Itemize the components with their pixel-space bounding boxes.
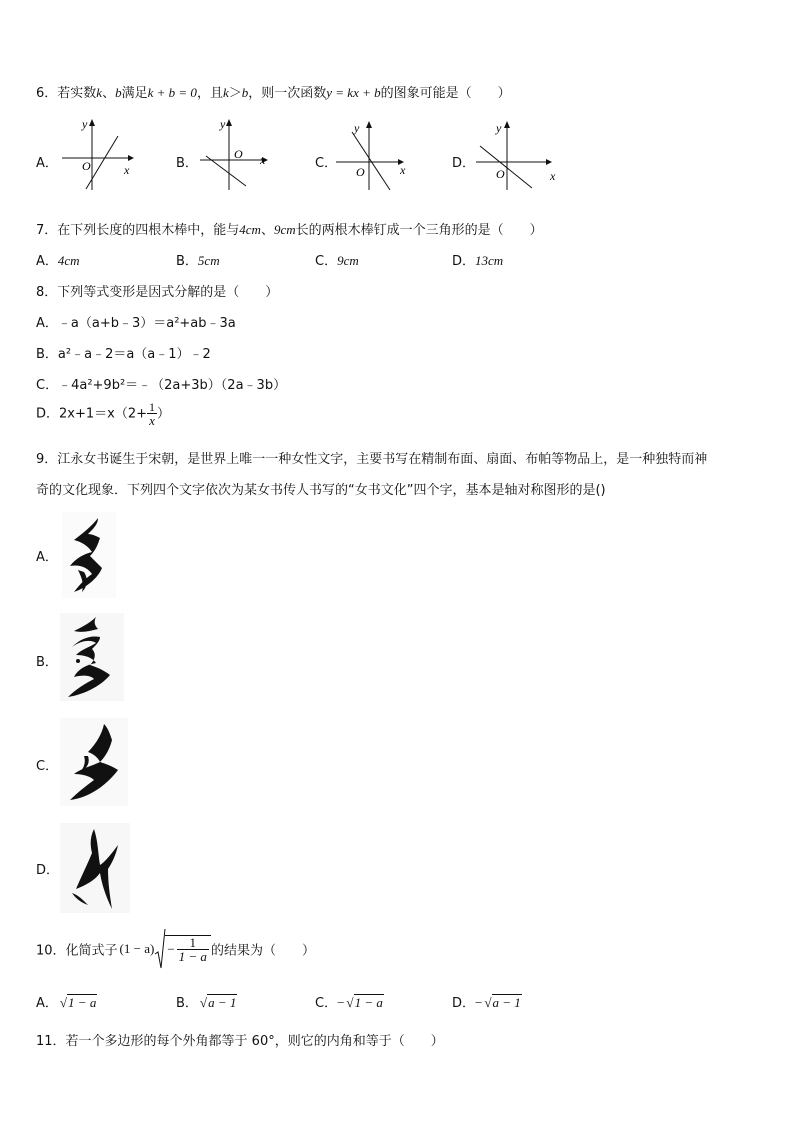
q6-option-d-graph[interactable] (474, 116, 564, 194)
q9-option-b-label[interactable]: B． (36, 655, 58, 670)
q6-option-a-label[interactable]: A． (36, 156, 58, 171)
q11-stem: 11．若一个多边形的每个外角都等于 60°，则它的内角和等于（ ） (36, 1034, 444, 1049)
svg-text:y: y (496, 121, 502, 135)
q6-option-b-label[interactable]: B． (176, 156, 198, 171)
q9-stem-line-1: 9．江永女书诞生于宋朝，是世界上唯一一种女性文字，主要书写在精制布面、扇面、布帕等物品上，是一种独特而神 (36, 452, 708, 467)
q6-option-b-graph[interactable] (198, 116, 278, 194)
q9-option-d-glyph-image[interactable] (60, 823, 130, 913)
svg-text:x: x (550, 169, 556, 183)
q9-option-c-label[interactable]: C． (36, 759, 59, 774)
q6-stem: 6．若实数k、b满足k + b = 0，且k＞b，则一次函数y = kx + b的图象可能是（ ） (36, 85, 511, 101)
q6-option-a-graph[interactable] (58, 116, 138, 194)
svg-text:y: y (354, 121, 360, 135)
q7-stem: 7．在下列长度的四根木棒中，能与4cm、9cm长的两根木棒钉成一个三角形的是（ ） (36, 222, 543, 238)
q8-option-d[interactable]: D．2x+1＝x（2+ $\frac{1}{x}$ ） (36, 400, 171, 428)
q7-option-d[interactable]: D．13cm (452, 253, 504, 269)
q10-option-c[interactable]: C．− √1 − a (315, 995, 383, 1011)
svg-text:x: x (124, 163, 130, 177)
q9-option-c-glyph-image[interactable] (60, 718, 128, 806)
svg-text:y: y (220, 117, 226, 131)
q9-option-d-label[interactable]: D． (36, 863, 60, 878)
q8-option-a[interactable]: A．﹣a（a+b﹣3）＝a²+ab﹣3a (36, 316, 236, 331)
q7-option-b[interactable]: B．5cm (176, 253, 220, 269)
svg-text:O: O (82, 159, 91, 173)
q9-option-b-glyph-image[interactable] (60, 613, 124, 701)
q6-option-d-label[interactable]: D． (452, 156, 476, 171)
svg-text:O: O (234, 147, 243, 161)
svg-text:x: x (400, 163, 406, 177)
q10-stem: 10．化简式子 (1 − a) − $\frac{1}{1 - a}$ 的结果为（ ） (36, 928, 315, 972)
q9-stem-line-2: 奇的文化现象．下列四个文字依次为某女书传人书写的“女书文化”四个字，基本是轴对称图形的是() (36, 483, 606, 498)
q9-option-a-label[interactable]: A． (36, 550, 58, 565)
q8-option-c[interactable]: C．﹣4a²+9b²＝﹣（2a+3b）（2a﹣3b） (36, 378, 287, 393)
svg-text:O: O (496, 167, 505, 181)
q10-option-d[interactable]: D．− √a − 1 (452, 995, 521, 1011)
q8-option-b[interactable]: B．a²﹣a﹣2＝a（a﹣1）﹣2 (36, 347, 211, 362)
q7-option-c[interactable]: C．9cm (315, 253, 359, 269)
svg-text:y: y (82, 117, 88, 131)
q8-stem: 8．下列等式变形是因式分解的是（ ） (36, 285, 279, 300)
q10-option-b[interactable]: B． √a − 1 (176, 995, 237, 1011)
q6-option-c-graph[interactable] (334, 116, 414, 194)
q7-option-a[interactable]: A．4cm (36, 253, 80, 269)
svg-text:x: x (260, 153, 266, 167)
q10-option-a[interactable]: A． √1 − a (36, 995, 97, 1011)
svg-text:O: O (356, 165, 365, 179)
q6-option-c-label[interactable]: C． (315, 156, 338, 171)
q9-option-a-glyph-image[interactable] (62, 512, 116, 598)
